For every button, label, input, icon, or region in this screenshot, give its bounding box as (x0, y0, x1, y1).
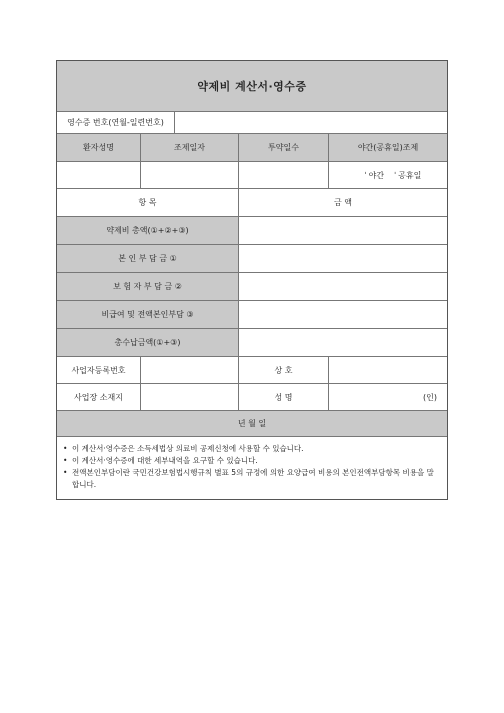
non-covered-label: 비급여 및 전액본인부담 ③ (57, 301, 239, 328)
dosage-days-header: 투약일수 (239, 134, 329, 161)
holiday-checkbox-label: 공휴일 (398, 170, 422, 180)
bullet-icon: • (63, 444, 68, 453)
self-pay-row (57, 245, 447, 273)
patient-name-header: 환자성명 (57, 134, 141, 161)
note-item (63, 443, 441, 455)
amount-header: 금 액 (334, 198, 352, 207)
form-title: 약제비 계산서·영수증 (57, 61, 447, 111)
holiday-checkbox[interactable]: ˈ 공휴일 (394, 170, 422, 180)
biz-address-label: 사업장 소재지 (57, 384, 141, 410)
note-text: 이 계산서·영수증은 소득세법상 의료비 공제신청에 사용할 수 있습니다. (72, 444, 304, 453)
total-paid-amount-field[interactable] (239, 329, 447, 356)
patient-values-row (57, 162, 447, 189)
note-text: 이 계산서·영수증에 대한 세부내역을 요구할 수 있습니다. (72, 456, 258, 465)
receipt-number-field[interactable] (175, 112, 447, 133)
receipt-number-label: 영수증 번호(연월-일련번호) (57, 112, 175, 133)
patient-header-row (57, 134, 447, 162)
bullet-icon: • (63, 456, 68, 465)
insurer-pay-amount-field[interactable] (239, 273, 447, 300)
owner-seal-field[interactable] (329, 384, 447, 410)
non-covered-row (57, 301, 447, 329)
dispense-date-field[interactable] (141, 162, 239, 188)
night-holiday-field (329, 162, 447, 188)
biz-reg-label: 사업자등록번호 (57, 357, 141, 383)
date-row (57, 411, 447, 437)
total-amount-field[interactable] (239, 217, 447, 244)
night-checkbox-label: 야간 (368, 170, 385, 180)
note-item (63, 467, 441, 491)
title-row (57, 61, 447, 112)
owner-name-label: 성 명 (239, 384, 329, 410)
insurer-pay-row (57, 273, 447, 301)
trade-name-field[interactable] (329, 357, 447, 383)
bullet-icon: • (63, 468, 68, 477)
total-label: 약제비 총액(①+②+③) (57, 217, 239, 244)
note-item (63, 455, 441, 467)
non-covered-amount-field[interactable] (239, 301, 447, 328)
issue-date-line: 년 월 일 (237, 419, 267, 428)
total-row (57, 217, 447, 245)
night-holiday-header: 야간(공휴일)조제 (357, 143, 419, 152)
receipt-number-row (57, 112, 447, 134)
total-paid-label: 총수납금액(①+③) (57, 329, 239, 356)
receipt-form (56, 60, 448, 500)
self-pay-amount-field[interactable] (239, 245, 447, 272)
seal-mark: (인) (423, 392, 437, 402)
item-header: 항 목 (57, 189, 239, 216)
self-pay-label: 본 인 부 담 금 ① (57, 245, 239, 272)
biz-address-row (57, 384, 447, 411)
biz-address-field[interactable] (141, 384, 239, 410)
trade-name-label: 상 호 (239, 357, 329, 383)
biz-reg-row (57, 357, 447, 384)
insurer-pay-label: 보 험 자 부 담 금 ② (57, 273, 239, 300)
biz-reg-field[interactable] (141, 357, 239, 383)
note-text: 전액본인부담이란 국민건강보험법시행규칙 별표 5의 규정에 의한 요양급여 비용의 본인전액부담항목 비용을 말합니다. (72, 468, 434, 489)
dispense-date-header: 조제일자 (141, 134, 239, 161)
dosage-days-field[interactable] (239, 162, 329, 188)
items-header-row (57, 189, 447, 217)
patient-name-field[interactable] (57, 162, 141, 188)
night-checkbox[interactable]: ˈ 야간 (364, 170, 385, 180)
notes-section (57, 437, 447, 499)
total-paid-row (57, 329, 447, 357)
